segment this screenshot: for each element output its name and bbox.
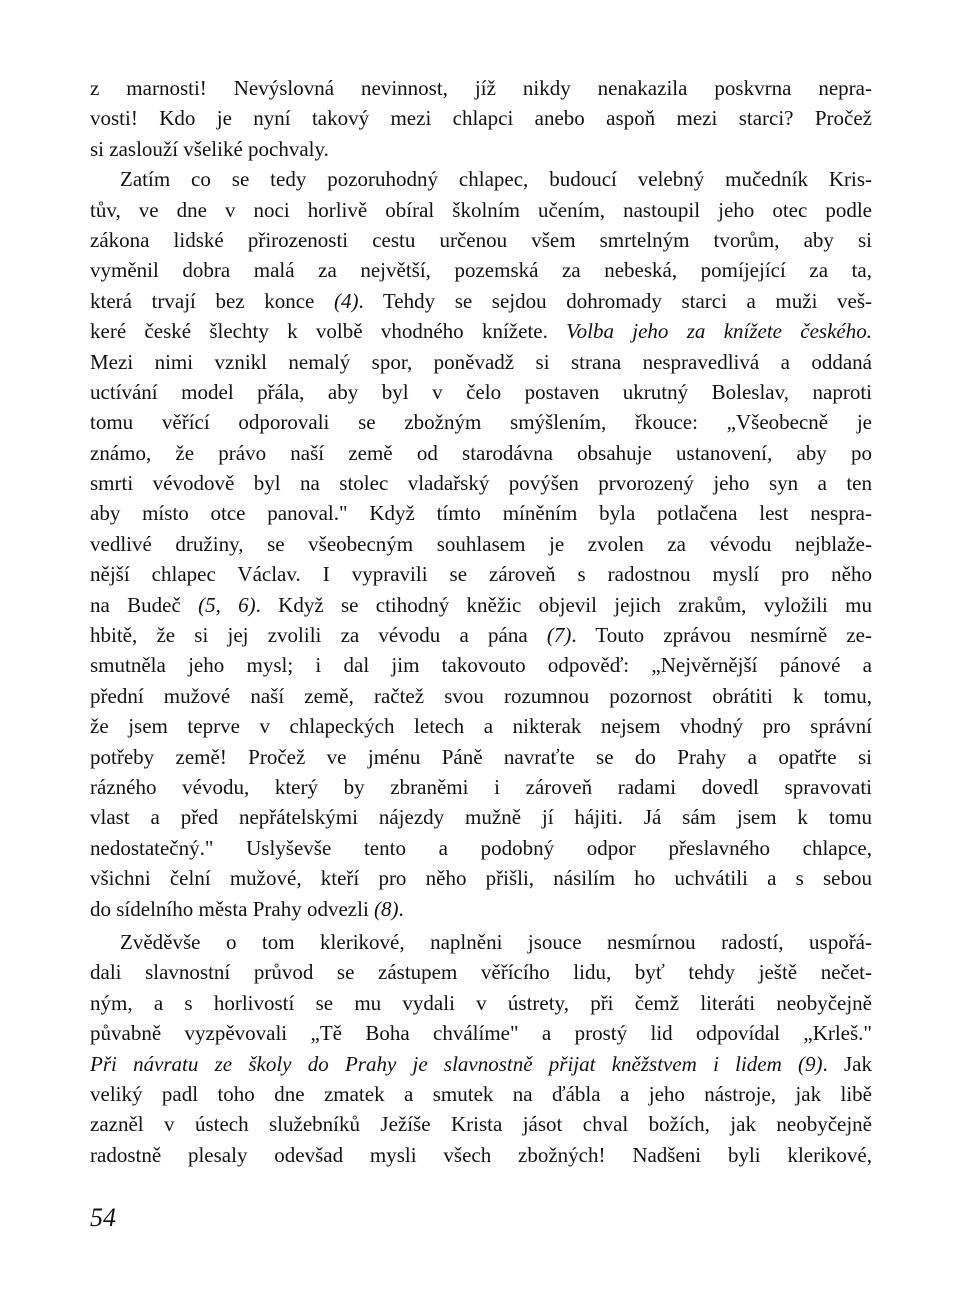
text-line	[90, 559, 872, 589]
text-run: která trvají bez konce	[90, 288, 334, 313]
text-line	[90, 164, 872, 194]
text-run: . Jak	[822, 1051, 872, 1076]
text-run: vyměnil dobra malá za největší, pozemská za nebeská, pomíjející za ta,	[90, 258, 872, 283]
text-line	[90, 73, 872, 103]
text-run: z marnosti! Nevýslovná nevinnost, jíž nikdy nenakazila poskvrna nepra-	[90, 76, 872, 100]
text-line	[90, 1140, 872, 1170]
italic-text-run: Volba jeho za knížete českého.	[566, 319, 872, 344]
text-line	[90, 927, 872, 957]
text-line	[90, 650, 872, 680]
text-run: vlast a před nepřátelskými nájezdy mužně jí hájiti. Já sám jsem k tomu	[90, 805, 872, 830]
text-line	[90, 590, 872, 620]
text-line	[90, 742, 872, 772]
text-line	[90, 377, 872, 407]
italic-text-run: (5, 6)	[198, 592, 256, 617]
text-line	[90, 438, 872, 468]
text-line	[90, 833, 872, 863]
text-line	[90, 286, 872, 316]
text-line	[90, 255, 872, 285]
text-line	[90, 407, 872, 437]
italic-text-run: (7)	[546, 623, 572, 648]
text-run: tův, ve dne v noci horlivě obíral školním učením, nastoupil jeho otec podle	[90, 197, 872, 222]
text-run: zazněl v ústech služebníků Ježíše Krista jásot chval božích, jak neobyčejně	[90, 1112, 872, 1137]
page-number: 54	[90, 1203, 116, 1232]
page-body	[90, 73, 872, 1170]
text-line	[90, 134, 872, 164]
text-line	[90, 711, 872, 741]
text-run: půvabně vyzpěvovali „Tě Boha chválíme" a prostý lid odpovídal „Krleš."	[90, 1021, 872, 1046]
text-run: známo, že právo naší země od starodávna obsahuje ustanovení, aby po	[90, 440, 872, 465]
text-line	[90, 316, 872, 346]
italic-text-run: (4)	[333, 288, 359, 313]
text-run: Zatím co se tedy pozoruhodný chlapec, budoucí velebný mučedník Kris-	[120, 167, 872, 192]
text-run: . Tehdy se sejdou dohromady starci a muži veš-	[358, 288, 872, 313]
text-run: smrti vévodově byl na stolec vladařský povýšen prvorozený jeho syn a ten	[90, 471, 872, 496]
text-run: veliký padl toho dne zmatek a smutek na ďábla a jeho nástroje, jak libě	[90, 1081, 872, 1106]
text-line	[90, 957, 872, 987]
text-run: zákona lidské přirozenosti cestu určenou všem smrtelným tvorům, aby si	[90, 227, 872, 252]
text-run: přední mužové naší země, račtež svou rozumnou pozornost obrátiti k tomu,	[90, 683, 872, 708]
text-line	[90, 498, 872, 528]
text-line	[90, 620, 872, 650]
text-run: ným, a s horlivostí se mu vydali v ústrety, při čemž literáti neobyčejně	[90, 990, 872, 1015]
text-run: keré české šlechty k volbě vhodného knížete.	[90, 319, 567, 344]
text-line	[90, 195, 872, 225]
text-run: aby místo otce panoval." Když tímto míněním byla potlačena lest nespra-	[90, 501, 872, 526]
text-line	[90, 772, 872, 802]
text-run: na Budeč	[90, 592, 199, 617]
text-line	[90, 225, 872, 255]
italic-text-run: (8)	[374, 896, 399, 921]
text-run: do sídelního města Prahy odvezli	[90, 896, 375, 921]
text-run: smutněla jeho mysl; i dal jim takovouto odpověď: „Nejvěrnější pánové a	[90, 653, 872, 678]
text-run: radostně plesaly odevšad mysli všech zbožných! Nadšeni byli klerikové,	[90, 1142, 872, 1167]
text-run: . Touto zprávou nesmírně ze-	[571, 623, 872, 648]
text-line	[90, 988, 872, 1018]
text-run: si zaslouží všeliké pochvaly.	[90, 136, 329, 161]
text-line	[90, 802, 872, 832]
text-run: tomu věřící odporovali se zbožným smýšlením, řkouce: „Všeobecně je	[90, 410, 872, 435]
text-line	[90, 347, 872, 377]
text-line	[90, 681, 872, 711]
text-line	[90, 1018, 872, 1048]
text-run: Zvěděvše o tom klerikové, naplněni jsouce nesmírnou radostí, uspořá-	[120, 929, 872, 954]
text-line	[90, 863, 872, 893]
text-line	[90, 529, 872, 559]
text-run: nedostatečný." Uslyševše tento a podobný odpor přeslavného chlapce,	[90, 835, 872, 860]
text-line	[90, 103, 872, 133]
text-run: vedlivé družiny, se všeobecným souhlasem je zvolen za vévodu nejblaže-	[90, 531, 872, 556]
text-line	[90, 468, 872, 498]
text-run: potřeby země! Pročež ve jménu Páně navraťte se do Prahy a opatřte si	[90, 744, 872, 769]
text-run: rázného vévodu, který by zbraněmi i zároveň radami dovedl spravovati	[90, 774, 872, 799]
text-run: Mezi nimi vznikl nemalý spor, poněvadž si strana nespravedlivá a oddaná	[90, 349, 872, 374]
text-run: uctívání model přála, aby byl v čelo postaven ukrutný Boleslav, naproti	[90, 379, 872, 404]
text-run: že jsem teprve v chlapeckých letech a nikterak nejsem vhodný pro správní	[90, 714, 872, 739]
text-run: . Když se ctihodný kněžic objevil jejich zrakům, vyložili mu	[255, 592, 872, 617]
text-run: .	[398, 896, 404, 921]
italic-text-run: Při návratu ze školy do Prahy je slavnostně přijat kněžstvem i lidem (9)	[90, 1051, 823, 1076]
text-line	[90, 894, 872, 924]
text-line	[90, 1049, 872, 1079]
text-run: dali slavnostní průvod se zástupem věřícího lidu, byť tehdy ještě nečet-	[90, 960, 872, 985]
text-run: vosti! Kdo je nyní takový mezi chlapci anebo aspoň mezi starci? Pročež	[90, 106, 872, 131]
text-line	[90, 1109, 872, 1139]
text-run: nější chlapec Václav. I vypravili se zároveň s radostnou myslí pro něho	[90, 562, 872, 587]
text-line	[90, 1079, 872, 1109]
text-run: všichni čelní mužové, kteří pro něho přišli, násilím ho uchvátili a s sebou	[90, 866, 872, 891]
text-run: hbitě, že si jej zvolili za vévodu a pána	[90, 623, 547, 648]
